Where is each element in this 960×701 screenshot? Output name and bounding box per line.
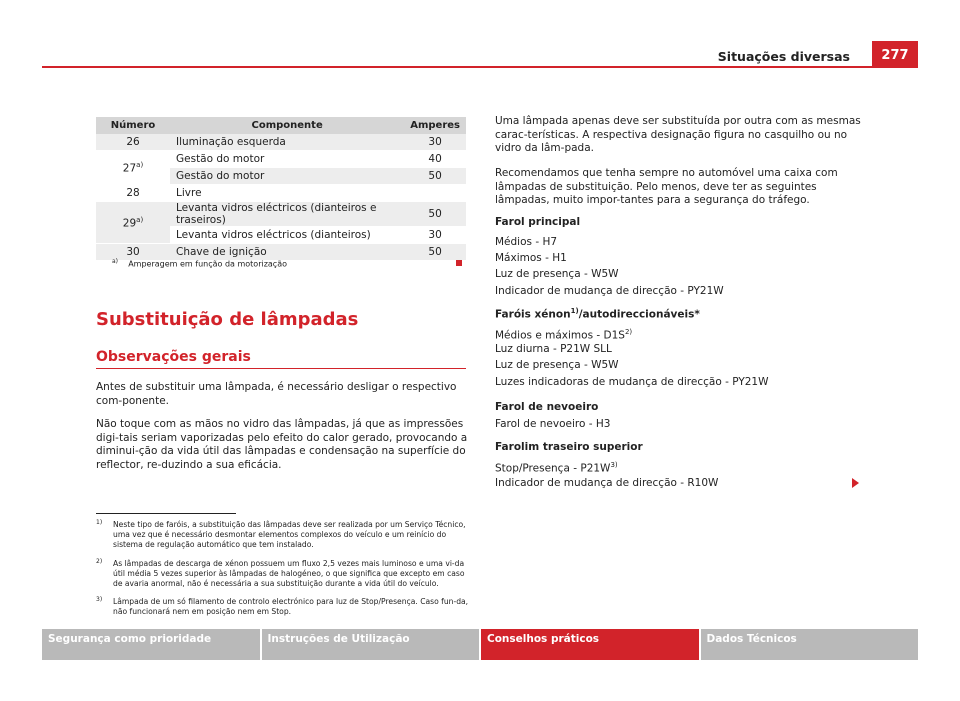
- lamp-item: Farol de nevoeiro - H3: [495, 418, 611, 430]
- footnote: [96, 597, 470, 617]
- lamp-item: Luzes indicadoras de mudança de direcção - PY21W: [495, 376, 769, 388]
- end-of-section-marker: [456, 260, 462, 266]
- nav-tab-seguranca[interactable]: Segurança como prioridade: [42, 629, 260, 660]
- nav-tab-conselhos[interactable]: Conselhos práticos: [481, 629, 699, 660]
- footnote: [96, 520, 470, 550]
- fuse-amperes: 50: [404, 244, 466, 261]
- page-header-title: Situações diversas: [717, 49, 850, 64]
- lamp-item: Luz de presença - W5W: [495, 359, 619, 371]
- footnote-text: As lâmpadas de descarga de xénon possuem um fluxo 2,5 vezes mais luminoso e uma vi-da útil média 5 vezes superior às lâmpadas de halogéneo, o que significa que excepto em caso de avaria anormal, não é necessária a sua substituição durante a vida útil do veículo.: [113, 559, 465, 588]
- fuse-component: Chave de ignição: [170, 244, 404, 261]
- lamp-group-heading: Farolim traseiro superior: [495, 441, 643, 453]
- fuse-amperes: [404, 185, 466, 202]
- fuse-amperes: 50: [404, 202, 466, 227]
- lamp-item: Stop/Presença - $P21W^{3)}$: [495, 461, 618, 475]
- paragraph: Antes de substituir uma lâmpada, é necessário desligar o respectivo com-ponente.: [96, 381, 457, 407]
- fuse-number: 26: [96, 134, 170, 151]
- footnote-mark: 3): [96, 596, 103, 603]
- table-row: [96, 151, 466, 168]
- table-footnote-mark: a): [112, 258, 119, 265]
- lamp-item: Luz diurna - P21W SLL: [495, 343, 612, 355]
- footnote-mark: 2): [96, 558, 103, 565]
- header-rule: [42, 66, 918, 68]
- fuse-component: Gestão do motor: [170, 151, 404, 168]
- nav-tab-dados[interactable]: Dados Técnicos: [701, 629, 919, 660]
- column-header-number: Número: [96, 117, 170, 134]
- intro-paragraph: Recomendamos que tenha sempre no automóvel uma caixa com lâmpadas de substituição. Pelo menos, deve ter as seguintes lâmpadas, muito impor-tantes para a segurança do tráfego.: [495, 167, 838, 206]
- footnote-ref: 2): [624, 328, 633, 336]
- column-header-component: Componente: [170, 117, 404, 134]
- paragraph: Não toque com as mãos no vidro das lâmpadas, já que as impressões digi-tais seriam vaporizadas pelo efeito do calor gerado, provocando a diminui-ção da vida útil das lâmpadas e condensação na superfície do reflector, re-duzindo a sua eficácia.: [96, 418, 468, 471]
- footnote-ref: 1): [570, 307, 579, 315]
- fuse-amperes: 30: [404, 134, 466, 151]
- footnote-ref: 3): [610, 461, 618, 469]
- fuse-component: Livre: [170, 185, 404, 202]
- footnote-rule: [96, 513, 236, 514]
- nav-tab-instrucoes[interactable]: Instruções de Utilização: [262, 629, 480, 660]
- section-subtitle: Observações gerais: [96, 349, 251, 365]
- chapter-nav: [42, 629, 918, 660]
- lamp-item: Luz de presença - W5W: [495, 268, 619, 280]
- section-title: Substituição de lâmpadas: [96, 309, 359, 330]
- lamp-group-heading: Farol de nevoeiro: [495, 401, 599, 413]
- footnote: [96, 559, 470, 589]
- intro-paragraph: Uma lâmpada apenas deve ser substituída por outra com as mesmas carac-terísticas. A respectiva designação figura no casquilho ou no vidro da lâm-pada.: [495, 115, 861, 154]
- fuse-number: 28: [96, 185, 170, 202]
- fuse-amperes: 40: [404, 151, 466, 168]
- table-footnote: [112, 258, 287, 269]
- footnote-ref: a): [136, 160, 144, 169]
- fuse-component: Gestão do motor: [170, 168, 404, 185]
- table-header-row: [96, 117, 466, 134]
- lamp-item: Indicador de mudança de direcção - PY21W: [495, 285, 724, 297]
- fuse-component: Iluminação esquerda: [170, 134, 404, 151]
- lamp-item: Médios - H7: [495, 236, 558, 248]
- fuse-number: 29$^{a)}$: [96, 202, 170, 244]
- subtitle-rule: [96, 368, 466, 369]
- table-row: [96, 202, 466, 227]
- page-number: 277: [872, 41, 918, 68]
- fuse-number: 27$^{a)}$: [96, 151, 170, 185]
- footnote-text: Neste tipo de faróis, a substituição das lâmpadas deve ser realizada por um Serviço Técnico, uma vez que é necessário desmontar elementos complexos do veículo e um reinício do sistema de regulação automático que tem instalado.: [113, 520, 466, 549]
- lamp-item: Médios e máximos - $D1S^{2)}$: [495, 328, 633, 342]
- fuse-amperes: 50: [404, 168, 466, 185]
- fuse-number: 30: [96, 244, 170, 261]
- column-header-amperes: Amperes: [404, 117, 466, 134]
- fuse-component: Levanta vidros eléctricos (dianteiros e traseiros): [170, 202, 404, 227]
- fuse-component: Levanta vidros eléctricos (dianteiros): [170, 227, 404, 244]
- lamp-group-heading: Farol principal: [495, 216, 581, 228]
- lamp-group-heading: Faróis xénon$^{1)}$/autodireccionáveis*: [495, 307, 700, 321]
- table-footnote-text: Amperagem em função da motorização: [128, 259, 287, 269]
- table-row: [96, 134, 466, 151]
- table-row: [96, 185, 466, 202]
- footnote-text: Lâmpada de um só filamento de controlo electrónico para luz de Stop/Presença. Caso fun-da, não funcionará nem em posição nem em Stop.: [113, 597, 469, 616]
- footnote-ref: a): [136, 215, 144, 224]
- lamp-item: Indicador de mudança de direcção - R10W: [495, 477, 719, 489]
- fuse-table: [96, 117, 466, 261]
- lamp-item: Máximos - H1: [495, 252, 567, 264]
- fuse-amperes: 30: [404, 227, 466, 244]
- footnote-mark: 1): [96, 519, 103, 526]
- continue-arrow-icon: [852, 478, 859, 488]
